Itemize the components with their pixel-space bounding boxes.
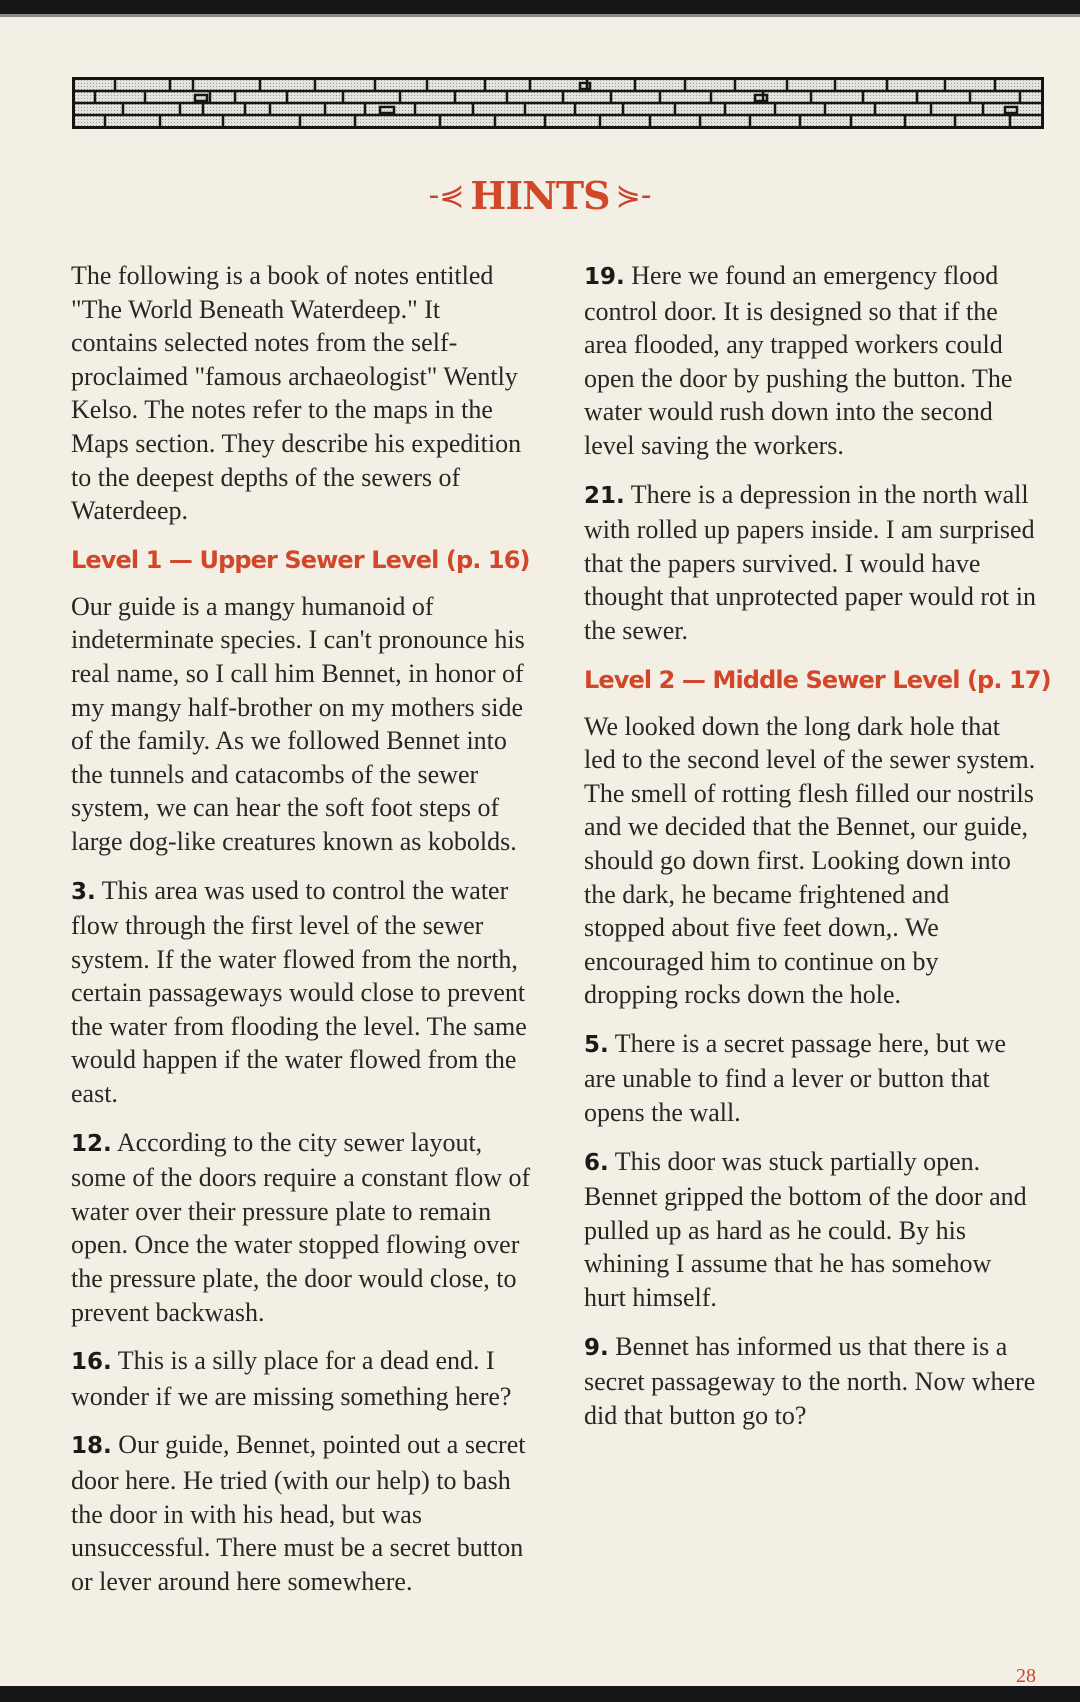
note-text: This is a silly place for a dead end. I wonder if we are missing something here? [71, 1346, 512, 1411]
note-number: 6. [584, 1149, 609, 1176]
note-number: 9. [584, 1334, 609, 1361]
right-ornament-icon: ⋟- [615, 178, 652, 213]
note-number: 16. [71, 1349, 112, 1376]
level2-intro: We looked down the long dark hole that led to the second level of the sewer system. The smell of rotting flesh filled our nostrils and we decided that the Bennet, our guide, should go down first. Looking down into the dark, he became frightened and stopped about five feet down,. We encouraged him to continue on by dropping rocks down the hole. [584, 711, 1036, 1010]
note-text: Our guide, Bennet, pointed out a secret door here. He tried (with our help) to bash the door in with his head, but was unsuccessful. There must be a secret button or lever around here somewhere. [71, 1430, 526, 1596]
brick-wall-graphic [75, 80, 1041, 126]
title-row [0, 174, 1080, 234]
note-5 [584, 1027, 1036, 1130]
note-text: There is a secret passage here, but we are unable to find a lever or button that opens the wall. [584, 1028, 1007, 1128]
note-19 [584, 259, 1036, 463]
note-text: According to the city sewer layout, some of the doors require a constant flow of water over their pressure plate to remain open. Once the water stopped flowing over the pressure plate, the door would close, to prevent backwash. [71, 1127, 531, 1327]
left-ornament-icon: -⋞ [428, 178, 465, 213]
top-rule [0, 14, 1080, 17]
left-column [71, 259, 533, 1613]
manual-page [0, 14, 1080, 1686]
note-21 [584, 478, 1036, 648]
note-9 [584, 1330, 1036, 1433]
note-number: 19. [584, 264, 625, 290]
note-number: 18. [71, 1433, 112, 1460]
intro-paragraph: The following is a book of notes entitled "The World Beneath Waterdeep." It contains selected notes from the self-proclaimed "famous archaeologist" Wently Kelso. The notes refer to the maps in the Maps section. They describe his expedition to the deepest depths of the sewers of Waterdeep. [71, 261, 522, 526]
note-number: 3. [71, 878, 96, 905]
level2-heading: Level 2 — Middle Sewer Level (p. 17) [584, 665, 1051, 694]
note-number: 12. [71, 1130, 112, 1157]
right-column [584, 259, 1051, 1447]
note-12 [71, 1126, 533, 1330]
level1-intro: Our guide is a mangy humanoid of indeterminate species. I can't pronounce his real name, so I call him Bennet, in honor of my mangy half-brother on my mothers side of the family. As we followed Bennet into the tunnels and catacombs of the sewer system, we can hear the soft foot steps of large dog-like creatures known as kobolds. [71, 591, 525, 856]
note-number: 5. [584, 1031, 609, 1058]
note-number: 21. [584, 482, 625, 509]
page-number: 28 [1016, 1665, 1036, 1687]
note-text: This area was used to control the water flow through the first level of the sewer system. If the water flowed from the north, certain passageways would close to prevent the water from flooding the level. The same would happen if the water flowed from the east. [71, 875, 527, 1109]
note-text: This door was stuck partially open. Bennet gripped the bottom of the door and pulled up as hard as he could. By his whining I assume that he has somehow hurt himself. [584, 1146, 1027, 1313]
note-6 [584, 1145, 1036, 1315]
note-18 [71, 1428, 533, 1598]
note-text: Bennet has informed us that there is a secret passageway to the north. Now where did that button go to? [584, 1331, 1036, 1430]
note-text: Here we found an emergency flood control door. It is designed so that if the area flooded, any trapped workers could open the door by pushing the button. The water would rush down into the second level saving the workers. [584, 261, 1013, 460]
level1-heading: Level 1 — Upper Sewer Level (p. 16) [71, 545, 530, 574]
page-title: HINTS [470, 173, 610, 218]
note-text: There is a depression in the north wall with rolled up papers inside. I am surprised that the papers survived. I would have thought that unprotected paper would rot in the sewer. [584, 479, 1037, 645]
note-3 [71, 874, 533, 1111]
stone-brick-banner [72, 77, 1044, 129]
note-16 [71, 1344, 533, 1413]
